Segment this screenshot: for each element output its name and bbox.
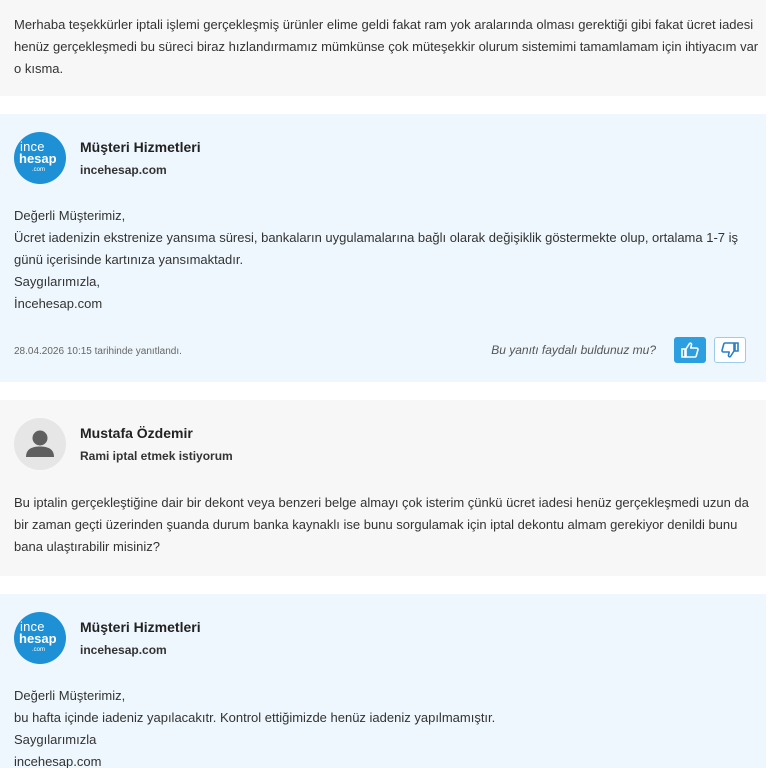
message-line: henüz gerçekleşmedi bu süreci biraz hızlandırmamız mümkünse çok müteşekkir olurum sistemimi tamamlamam için ihtiyacım var bbox=[14, 39, 759, 54]
reply-line: bu hafta içinde iadeniz yapılacakıtr. Kontrol ettiğimizde henüz iadeniz yapılmamıştır. bbox=[14, 710, 496, 725]
reply-line: Saygılarımızla, bbox=[14, 274, 100, 289]
author-name: Mustafa Özdemir bbox=[80, 425, 193, 441]
reply-body bbox=[14, 685, 495, 768]
message-line: Bu iptalin gerçekleştiğine dair bir dekont veya benzeri belge almayı çok isterim çünkü ücret iadesi henüz gerçekleşmedi uzun da bbox=[14, 495, 749, 510]
message-line: o kısma. bbox=[14, 61, 64, 76]
reply-body bbox=[14, 205, 738, 315]
message-line: bir zaman geçti üzerinden şuanda durum banka kaynaklı ise bunu sorgulamak için iptal dekontu almam gerekiyor denildi bunu bbox=[14, 517, 738, 532]
thumbs-down-button[interactable] bbox=[714, 337, 746, 363]
message-line: Merhaba teşekkürler iptali işlemi gerçekleşmiş ürünler elime geldi fakat ram yok aralarında olması gerektiği gibi fakat ücret iadesi bbox=[14, 17, 754, 32]
message-body bbox=[14, 14, 758, 80]
author-subtitle: incehesap.com bbox=[80, 643, 167, 657]
user-silhouette-icon bbox=[14, 418, 66, 470]
helpful-question: Bu yanıtı faydalı buldunuz mu? bbox=[491, 343, 656, 357]
reply-line: İncehesap.com bbox=[14, 296, 103, 311]
reply-line: Değerli Müşterimiz, bbox=[14, 688, 126, 703]
reply-line: Ücret iadenizin ekstrenize yansıma süresi, bankaların uygulamalarına bağlı olarak değişiklik göstermekte olup, ortalama 1-7 iş bbox=[14, 230, 739, 245]
user-message-2 bbox=[0, 400, 766, 576]
support-reply-2 bbox=[0, 594, 766, 768]
message-line: bana ulaştırabilir misiniz? bbox=[14, 539, 160, 554]
incehesap-logo-avatar: ince hesap .com bbox=[14, 132, 66, 184]
author-header bbox=[14, 612, 201, 664]
reply-line: günü içerisinde kartınıza yansımaktadır. bbox=[14, 252, 244, 267]
author-header bbox=[14, 418, 233, 470]
author-subtitle: incehesap.com bbox=[80, 163, 167, 177]
author-header bbox=[14, 132, 201, 184]
reply-line: incehesap.com bbox=[14, 754, 102, 768]
incehesap-logo-avatar: ince hesap .com bbox=[14, 612, 66, 664]
thumbs-up-button[interactable] bbox=[674, 337, 706, 363]
reply-line: Saygılarımızla bbox=[14, 732, 97, 747]
reply-line: Değerli Müşterimiz, bbox=[14, 208, 126, 223]
message-body bbox=[14, 492, 749, 558]
thumbs-up-icon bbox=[681, 342, 699, 358]
ticket-subject: Rami iptal etmek istiyorum bbox=[80, 449, 233, 463]
support-reply-1 bbox=[0, 114, 766, 382]
user-message-1 bbox=[0, 0, 766, 96]
helpful-feedback bbox=[491, 337, 746, 363]
author-name: Müşteri Hizmetleri bbox=[80, 139, 201, 155]
thumbs-down-icon bbox=[721, 342, 739, 358]
answered-timestamp: 28.04.2026 10:15 tarihinde yanıtlandı. bbox=[14, 346, 182, 357]
author-name: Müşteri Hizmetleri bbox=[80, 619, 201, 635]
